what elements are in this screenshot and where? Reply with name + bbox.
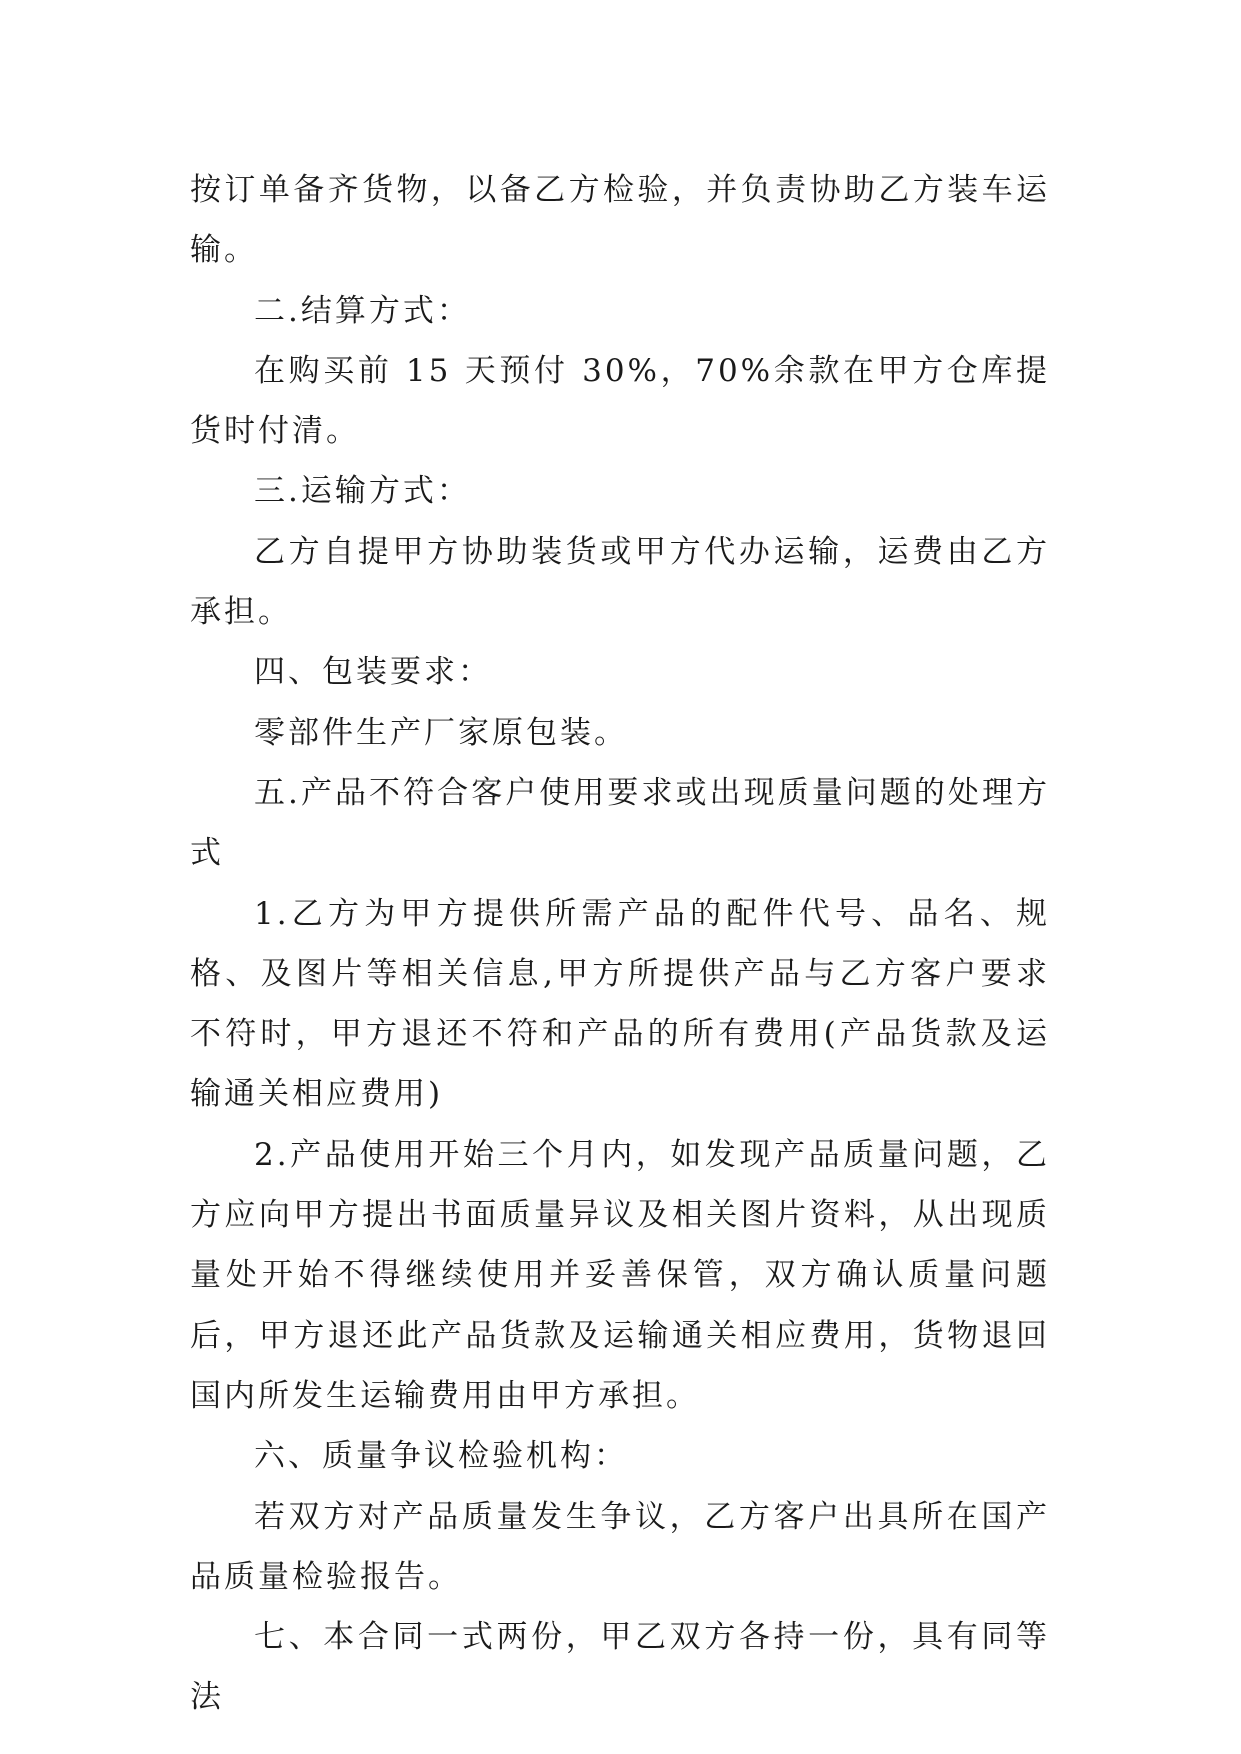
paragraph-transport: 乙方自提甲方协助装货或甲方代办运输，运费由乙方承担。 <box>190 533 1050 631</box>
heading-settlement: 二.结算方式： <box>254 292 471 329</box>
paragraph-packaging: 零部件生产厂家原包装。 <box>254 714 628 751</box>
document-body <box>190 160 1050 1728</box>
heading-packaging: 四、包装要求： <box>254 654 492 691</box>
heading-transport: 三.运输方式： <box>254 473 471 510</box>
heading-inspection-agency: 六、质量争议检验机构： <box>254 1438 628 1475</box>
heading-quality-handling: 五.产品不符合客户使用要求或出现质量问题的处理方式 <box>190 774 1050 872</box>
paragraph-clause-2: 2.产品使用开始三个月内，如发现产品质量问题，乙方应向甲方提出书面质量异议及相关图片资料，从出现质量处开始不得继续使用并妥善保管，双方确认质量问题后，甲方退还此产品货款及运输通关相应费用，货物退回国内所发生运输费用由甲方承担。 <box>190 1136 1050 1414</box>
paragraph-clause-1: 1.乙方为甲方提供所需产品的配件代号、品名、规格、及图片等相关信息,甲方所提供产品与乙方客户要求不符时，甲方退还不符和产品的所有费用(产品货款及运输通关相应费用) <box>190 895 1050 1113</box>
paragraph-copies: 七、本合同一式两份，甲乙双方各持一份，具有同等法 <box>190 1619 1050 1716</box>
paragraph-goods-prep: 按订单备齐货物，以备乙方检验，并负责协助乙方装车运输。 <box>190 172 1050 269</box>
paragraph-settlement: 在购买前 15 天预付 30%，70%余款在甲方仓库提货时付清。 <box>190 352 1050 450</box>
paragraph-inspection: 若双方对产品质量发生争议，乙方客户出具所在国产品质量检验报告。 <box>190 1498 1050 1595</box>
